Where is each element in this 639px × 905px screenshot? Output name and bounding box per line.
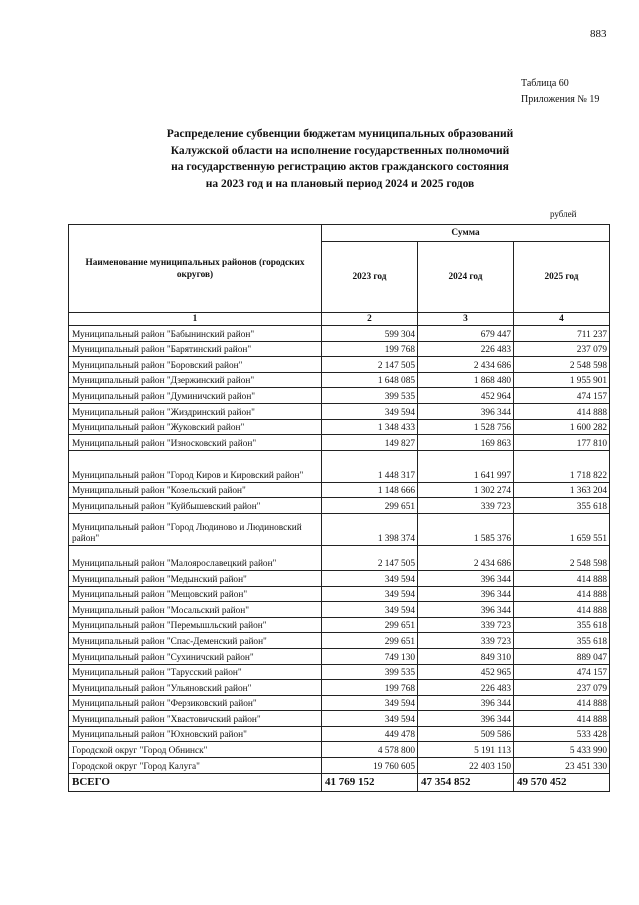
value-2023: 399 535 [322,664,418,680]
value-2025: 237 079 [514,680,610,696]
value-2024: 226 483 [418,341,514,357]
value-2025: 2 548 598 [514,357,610,373]
value-2023: 599 304 [322,326,418,342]
value-2024: 339 723 [418,498,514,514]
table-reference [521,76,599,108]
municipality-name: Муниципальный район "Сухиничский район" [69,648,322,664]
value-2024: 452 965 [418,664,514,680]
value-2024: 396 344 [418,711,514,727]
value-2023: 1 448 317 [322,450,418,482]
value-2025: 177 810 [514,435,610,451]
header-year-2024: 2024 год [418,242,514,313]
table-row [69,602,610,618]
total-2025: 49 570 452 [514,773,610,791]
value-2023: 349 594 [322,570,418,586]
table-row [69,450,610,482]
total-label: ВСЕГО [69,773,322,791]
value-2023: 399 535 [322,388,418,404]
table-row [69,388,610,404]
value-2023: 149 827 [322,435,418,451]
municipality-name: Муниципальный район "Куйбышевский район" [69,498,322,514]
table-row [69,372,610,388]
table-row [69,726,610,742]
table-row [69,545,610,570]
table-body [69,326,610,774]
column-number: 3 [418,313,514,326]
table-row [69,419,610,435]
value-2024: 339 723 [418,617,514,633]
value-2023: 299 651 [322,498,418,514]
value-2024: 1 868 480 [418,372,514,388]
value-2025: 711 237 [514,326,610,342]
value-2025: 414 888 [514,711,610,727]
value-2023: 1 148 666 [322,482,418,498]
value-2023: 299 651 [322,617,418,633]
title-line: Калужской области на исполнение государственных полномочий [170,144,510,157]
table-row [69,482,610,498]
value-2025: 889 047 [514,648,610,664]
header-sum: Сумма [322,225,610,242]
value-2024: 339 723 [418,633,514,649]
table-number: Таблица 60 [521,78,569,89]
municipality-name: Муниципальный район "Барятинский район" [69,341,322,357]
table-row [69,664,610,680]
value-2024: 396 344 [418,403,514,419]
table-row [69,435,610,451]
table-row [69,695,610,711]
value-2025: 1 659 551 [514,513,610,545]
municipality-name: Муниципальный район "Медынский район" [69,570,322,586]
value-2025: 355 618 [514,617,610,633]
municipality-name: Городской округ "Город Обнинск" [69,742,322,758]
value-2024: 1 585 376 [418,513,514,545]
table-row [69,586,610,602]
municipality-name: Муниципальный район "Жуковский район" [69,419,322,435]
value-2024: 452 964 [418,388,514,404]
column-number: 1 [69,313,322,326]
value-2023: 199 768 [322,341,418,357]
value-2023: 349 594 [322,602,418,618]
municipality-name: Муниципальный район "Хвастовичский район" [69,711,322,727]
table-row [69,570,610,586]
value-2025: 414 888 [514,602,610,618]
table-row [69,742,610,758]
value-2023: 299 651 [322,633,418,649]
header-name: Наименование муниципальных районов (городских округов) [69,225,322,313]
value-2024: 396 344 [418,602,514,618]
title-line: Распределение субвенции бюджетам муниципальных образований [166,128,514,140]
value-2024: 679 447 [418,326,514,342]
column-number: 4 [514,313,610,326]
municipality-name: Муниципальный район "Город Людиново и Людиновский район" [69,513,322,545]
value-2024: 2 434 686 [418,545,514,570]
value-2025: 414 888 [514,570,610,586]
municipality-name: Муниципальный район "Козельский район" [69,482,322,498]
value-2023: 1 398 374 [322,513,418,545]
municipality-name: Муниципальный район "Боровский район" [69,357,322,373]
table-row [69,326,610,342]
table-row [69,357,610,373]
municipality-name: Муниципальный район "Перемышльский район" [69,617,322,633]
value-2023: 749 130 [322,648,418,664]
table-row [69,680,610,696]
municipality-name: Муниципальный район "Тарусский район" [69,664,322,680]
table-row [69,403,610,419]
column-number: 2 [322,313,418,326]
value-2025: 355 618 [514,633,610,649]
total-2023: 41 769 152 [322,773,418,791]
value-2025: 23 451 330 [514,758,610,774]
municipality-name: Муниципальный район "Дзержинский район" [69,372,322,388]
value-2023: 349 594 [322,695,418,711]
title-line: на 2023 год и на плановый период 2024 и 2025 годов [205,177,475,190]
municipality-name: Муниципальный район "Юхновский район" [69,726,322,742]
municipality-name: Муниципальный район "Мещовский район" [69,586,322,602]
table-row [69,648,610,664]
value-2025: 1 955 901 [514,372,610,388]
table-row [69,711,610,727]
value-2023: 1 348 433 [322,419,418,435]
municipality-name: Муниципальный район "Ульяновский район" [69,680,322,696]
municipality-name: Муниципальный район "Город Киров и Кировский район" [69,450,322,482]
table-row [69,633,610,649]
value-2025: 414 888 [514,695,610,711]
value-2024: 396 344 [418,586,514,602]
units-label: рублей [550,209,577,219]
value-2023: 349 594 [322,403,418,419]
value-2023: 4 578 800 [322,742,418,758]
value-2025: 1 600 282 [514,419,610,435]
value-2024: 509 586 [418,726,514,742]
header-year-2025: 2025 год [514,242,610,313]
municipality-name: Муниципальный район "Думиничский район" [69,388,322,404]
total-2024: 47 354 852 [418,773,514,791]
value-2025: 5 433 990 [514,742,610,758]
value-2024: 396 344 [418,695,514,711]
document-title [60,126,620,192]
value-2023: 1 648 085 [322,372,418,388]
municipality-name: Муниципальный район "Ферзиковский район" [69,695,322,711]
value-2024: 1 528 756 [418,419,514,435]
value-2024: 2 434 686 [418,357,514,373]
table-row [69,758,610,774]
value-2024: 396 344 [418,570,514,586]
municipality-name: Муниципальный район "Спас-Деменский район" [69,633,322,649]
value-2024: 226 483 [418,680,514,696]
value-2024: 1 302 274 [418,482,514,498]
table-row [69,341,610,357]
value-2023: 19 760 605 [322,758,418,774]
municipality-name: Муниципальный район "Жиздринский район" [69,403,322,419]
value-2025: 474 157 [514,388,610,404]
table-row [69,513,610,545]
value-2024: 1 641 997 [418,450,514,482]
header-year-2023: 2023 год [322,242,418,313]
value-2025: 1 363 204 [514,482,610,498]
value-2023: 199 768 [322,680,418,696]
page-number: 883 [590,28,607,40]
value-2023: 349 594 [322,586,418,602]
value-2024: 5 191 113 [418,742,514,758]
value-2024: 22 403 150 [418,758,514,774]
value-2025: 474 157 [514,664,610,680]
value-2024: 849 310 [418,648,514,664]
title-line: на государственную регистрацию актов гражданского состояния [171,161,509,173]
municipality-name: Муниципальный район "Бабынинский район" [69,326,322,342]
appendix-number: Приложения № 19 [521,94,600,105]
municipality-name: Муниципальный район "Мосальский район" [69,602,322,618]
subvention-table [68,224,610,792]
value-2023: 349 594 [322,711,418,727]
total-row [69,773,610,791]
municipality-name: Городской округ "Город Калуга" [69,758,322,774]
value-2025: 414 888 [514,403,610,419]
municipality-name: Муниципальный район "Малоярославецкий район" [69,545,322,570]
value-2025: 533 428 [514,726,610,742]
table-row [69,617,610,633]
municipality-name: Муниципальный район "Износковский район" [69,435,322,451]
table-row [69,498,610,514]
value-2023: 2 147 505 [322,545,418,570]
value-2024: 169 863 [418,435,514,451]
value-2025: 1 718 822 [514,450,610,482]
value-2025: 414 888 [514,586,610,602]
value-2023: 449 478 [322,726,418,742]
value-2025: 2 548 598 [514,545,610,570]
value-2023: 2 147 505 [322,357,418,373]
value-2025: 355 618 [514,498,610,514]
value-2025: 237 079 [514,341,610,357]
